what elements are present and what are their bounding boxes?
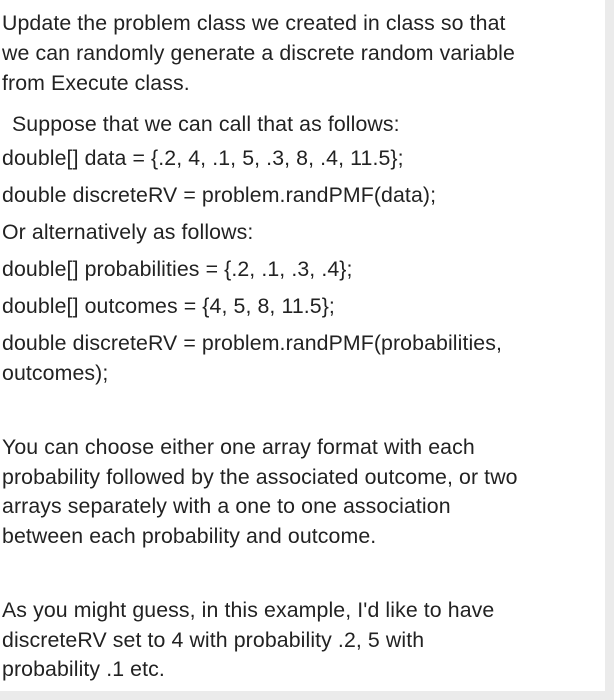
choice-line: arrays separately with a one to one association (2, 494, 451, 518)
intro-line: Update the problem class we created in class so that (2, 11, 506, 35)
code-line: double discreteRV = problem.randPMF(probabilities, (2, 331, 503, 355)
choice-line: You can choose either one array format with each (2, 435, 475, 459)
guess-line: As you might guess, in this example, I'd like to have (2, 598, 495, 622)
code-line: double[] probabilities = {.2, .1, .3, .4}; (2, 257, 353, 281)
intro-line: from Execute class. (2, 71, 190, 95)
code-line: double[] data = {.2, 4, .1, 5, .3, 8, .4, 11.5}; (2, 146, 404, 170)
choice-line: between each probability and outcome. (2, 524, 377, 548)
alternatively-line: Or alternatively as follows: (2, 220, 254, 244)
code-line: double discreteRV = problem.randPMF(data); (2, 183, 437, 207)
guess-line: probability .1 etc. (2, 657, 165, 681)
choice-line: probability followed by the associated outcome, or two (2, 465, 518, 489)
guess-line: discreteRV set to 4 with probability .2, 5 with (2, 628, 425, 652)
intro-line: we can randomly generate a discrete random variable (2, 41, 515, 65)
code-line: double[] outcomes = {4, 5, 8, 11.5}; (2, 294, 335, 318)
code-line: outcomes); (2, 361, 109, 385)
suppose-line: Suppose that we can call that as follows: (12, 112, 400, 136)
